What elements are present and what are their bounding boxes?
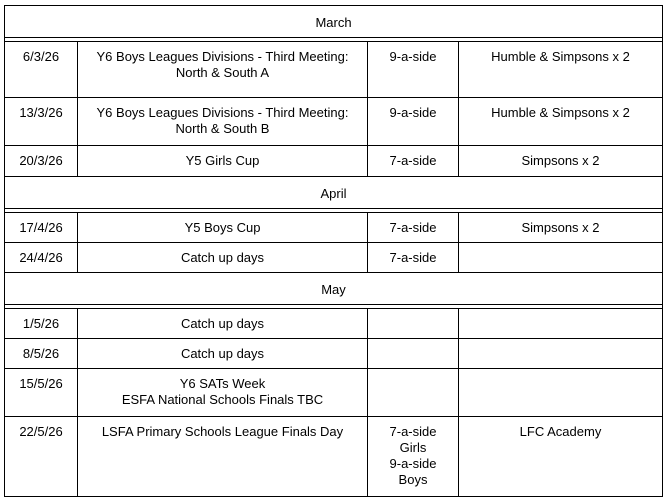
event-cell (78, 417, 368, 497)
venue-cell (459, 339, 663, 369)
date-cell: 13/3/26 (5, 98, 78, 146)
event-line: North & South B (175, 121, 270, 136)
format-line: 9-a-side (389, 456, 437, 471)
format-cell (368, 369, 459, 417)
event-cell (78, 339, 368, 369)
date-cell: 22/5/26 (5, 417, 78, 497)
date-cell: 24/4/26 (5, 243, 78, 273)
table-row (5, 42, 663, 98)
table-row (5, 243, 663, 273)
format-cell (368, 146, 459, 177)
date-cell: 20/3/26 (5, 146, 78, 177)
event-line: Y6 Boys Leagues Divisions - Third Meeting: (96, 49, 349, 64)
event-cell (78, 42, 368, 98)
month-header-row (5, 177, 663, 209)
event-cell (78, 243, 368, 273)
format-line: Girls (399, 440, 427, 455)
event-cell (78, 213, 368, 243)
format-line: Boys (398, 472, 428, 487)
format-cell (368, 213, 459, 243)
date-cell: 1/5/26 (5, 309, 78, 339)
venue-cell (459, 309, 663, 339)
date-cell: 6/3/26 (5, 42, 78, 98)
format-cell (368, 243, 459, 273)
format-cell (368, 417, 459, 497)
event-line: Catch up days (180, 346, 265, 361)
venue-cell: Humble & Simpsons x 2 (459, 98, 663, 146)
event-line: Y6 Boys Leagues Divisions - Third Meeting: (96, 105, 349, 120)
table-row (5, 339, 663, 369)
event-cell (78, 369, 368, 417)
format-line: 7-a-side (389, 153, 437, 168)
month-header: May (5, 273, 663, 305)
event-cell (78, 146, 368, 177)
table-row (5, 213, 663, 243)
month-header: March (5, 6, 663, 38)
table-row (5, 369, 663, 417)
event-line: North & South A (175, 65, 270, 80)
format-line: 9-a-side (389, 49, 437, 64)
format-line: 7-a-side (389, 424, 437, 439)
format-line: 9-a-side (389, 105, 437, 120)
venue-cell (459, 369, 663, 417)
event-line: Y6 SATs Week (179, 376, 266, 391)
date-cell: 15/5/26 (5, 369, 78, 417)
format-line: 7-a-side (389, 220, 437, 235)
date-cell: 8/5/26 (5, 339, 78, 369)
format-cell (368, 42, 459, 98)
venue-cell: Humble & Simpsons x 2 (459, 42, 663, 98)
event-line: LSFA Primary Schools League Finals Day (101, 424, 344, 439)
event-line: Catch up days (180, 250, 265, 265)
table-row (5, 417, 663, 497)
format-cell (368, 339, 459, 369)
event-line: ESFA National Schools Finals TBC (121, 392, 324, 407)
month-header-row (5, 273, 663, 305)
month-header: April (5, 177, 663, 209)
event-line: Y5 Boys Cup (184, 220, 261, 235)
fixtures-schedule-table (4, 5, 663, 497)
event-line: Y5 Girls Cup (185, 153, 260, 168)
date-cell: 17/4/26 (5, 213, 78, 243)
format-cell (368, 98, 459, 146)
month-header-row (5, 6, 663, 38)
event-cell (78, 309, 368, 339)
schedule-body (5, 6, 663, 497)
venue-cell: LFC Academy (459, 417, 663, 497)
table-row (5, 146, 663, 177)
format-line: 7-a-side (389, 250, 437, 265)
event-line: Catch up days (180, 316, 265, 331)
table-row (5, 309, 663, 339)
venue-cell: Simpsons x 2 (459, 146, 663, 177)
event-cell (78, 98, 368, 146)
format-cell (368, 309, 459, 339)
table-row (5, 98, 663, 146)
venue-cell: Simpsons x 2 (459, 213, 663, 243)
venue-cell (459, 243, 663, 273)
